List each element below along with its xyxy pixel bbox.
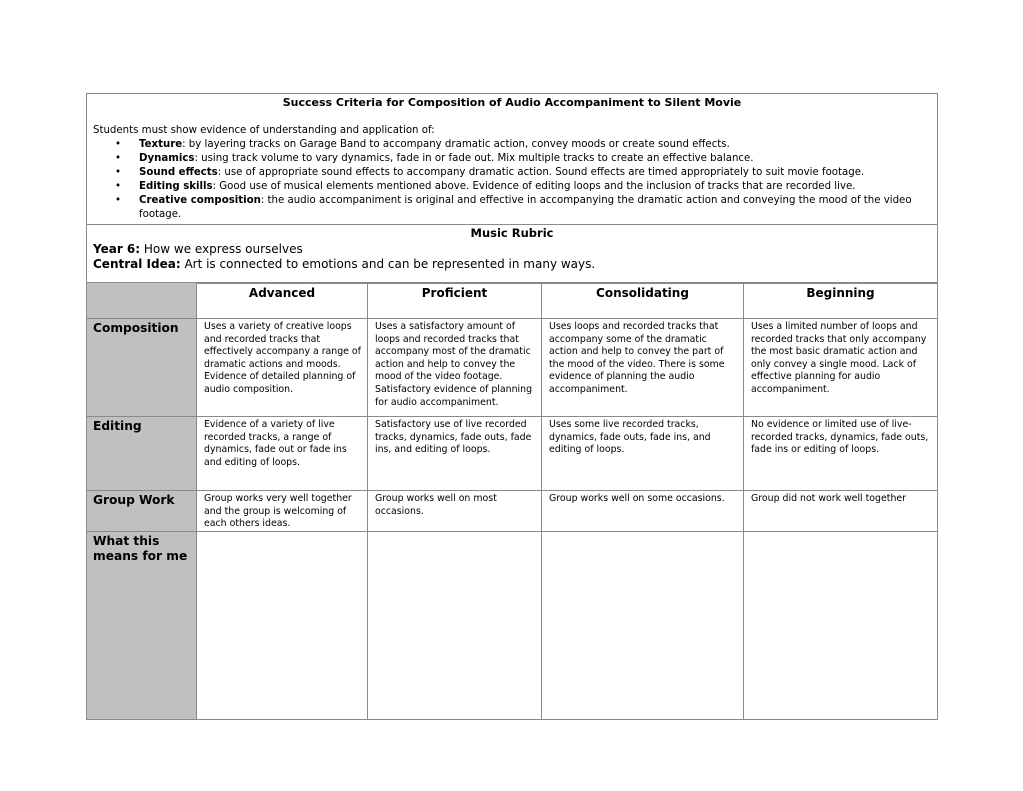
criteria-text: : by layering tracks on Garage Band to accompany dramatic action, convey moods or create sound effects. (182, 139, 730, 150)
criteria-title: Success Criteria for Composition of Audio Accompaniment to Silent Movie (282, 96, 742, 109)
central-idea-line (93, 257, 937, 273)
table-cell: Uses a satisfactory amount of loops and recorded tracks that accompany most of the dramatic action and help to convey the mood of the video footage. Satisfactory evidence of planning for audio accompaniment. (368, 319, 542, 417)
criteria-item (87, 138, 937, 152)
document (86, 93, 938, 284)
criteria-text: : use of appropriate sound effects to accompany dramatic action. Sound effects are timed appropriately to suit movie footage. (217, 167, 865, 178)
criteria-text: : Good use of musical elements mentioned above. Evidence of editing loops and the inclusion of tracks that are recorded live. (212, 181, 856, 192)
criteria-item (87, 152, 937, 166)
rubric-header (87, 224, 937, 283)
criteria-term: Creative composition (139, 195, 261, 206)
success-criteria-box (86, 93, 938, 284)
criteria-item (87, 166, 937, 180)
table-cell: Group did not work well together (744, 491, 938, 532)
row-header: What this means for me (87, 531, 197, 719)
criteria-term: Editing skills (139, 181, 213, 192)
table-cell: Satisfactory use of live recorded tracks, dynamics, fade outs, fade ins, and editing of loops. (368, 417, 542, 491)
criteria-text: : the audio accompaniment is original and effective in accompanying the dramatic action and conveying the mood of the video footage. (139, 195, 912, 220)
bullet-icon: • (115, 181, 122, 192)
table-row (87, 319, 938, 417)
success-criteria (87, 96, 937, 224)
criteria-term: Dynamics (139, 153, 195, 164)
table-cell: Uses some live recorded tracks, dynamics, fade outs, fade ins, and editing of loops. (542, 417, 744, 491)
criteria-item (87, 194, 937, 222)
table-row (87, 417, 938, 491)
table-header-row (87, 283, 938, 319)
criteria-term: Texture (139, 139, 183, 150)
central-idea-text: Art is connected to emotions and can be represented in many ways. (180, 257, 596, 271)
year-label: Year 6: (93, 241, 141, 256)
column-header: Consolidating (542, 283, 744, 319)
criteria-list (87, 138, 937, 222)
table-cell: Uses a variety of creative loops and recorded tracks that effectively accompany a range of dramatic actions and moods. Evidence of detailed planning of audio composition. (197, 319, 368, 417)
column-header: Advanced (197, 283, 368, 319)
table-cell: Group works well on some occasions. (542, 491, 744, 532)
column-header: Proficient (368, 283, 542, 319)
table-row (87, 531, 938, 719)
row-header: Group Work (87, 491, 197, 532)
column-header: Beginning (744, 283, 938, 319)
table-cell (542, 531, 744, 719)
table-cell: Evidence of a variety of live recorded tracks, a range of dynamics, fade out or fade ins and editing of loops. (197, 417, 368, 491)
criteria-term: Sound effects (139, 167, 218, 178)
table-row (87, 491, 938, 532)
criteria-text: : using track volume to vary dynamics, fade in or fade out. Mix multiple tracks to create an effective balance. (194, 153, 754, 164)
rubric-title: Music Rubric (470, 226, 554, 240)
bullet-icon: • (115, 195, 122, 206)
bullet-icon: • (115, 167, 122, 178)
row-header: Editing (87, 417, 197, 491)
year-line (93, 242, 937, 258)
table-cell (197, 531, 368, 719)
row-header: Composition (87, 319, 197, 417)
table-cell: No evidence or limited use of live-recorded tracks, dynamics, fade outs, fade ins or editing of loops. (744, 417, 938, 491)
year-text: How we express ourselves (140, 241, 303, 256)
table-cell: Uses a limited number of loops and recorded tracks that only accompany the most basic dramatic action and only convey a single mood. Lack of effective planning for audio accompaniment. (744, 319, 938, 417)
central-idea-label: Central Idea: (93, 257, 181, 271)
bullet-icon: • (115, 153, 122, 164)
corner-cell (87, 283, 197, 319)
rubric-table (86, 282, 938, 720)
bullet-icon: • (115, 139, 122, 150)
table-cell: Group works well on most occasions. (368, 491, 542, 532)
criteria-intro: Students must show evidence of understanding and application of: (93, 125, 435, 136)
table-cell (368, 531, 542, 719)
criteria-item (87, 180, 937, 194)
table-cell: Uses loops and recorded tracks that accompany some of the dramatic action and help to convey the part of the mood of the video. There is some evidence of planning the audio accompaniment. (542, 319, 744, 417)
table-cell: Group works very well together and the group is welcoming of each others ideas. (197, 491, 368, 532)
table-cell (744, 531, 938, 719)
